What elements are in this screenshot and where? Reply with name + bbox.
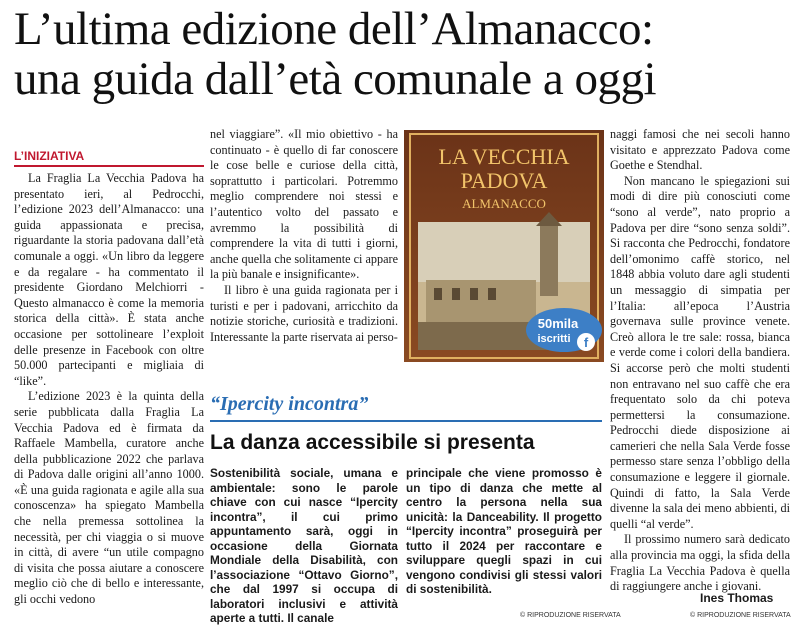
box-copyright: © RIPRODUZIONE RISERVATA (520, 612, 621, 619)
headline (14, 4, 790, 104)
cover-illustration (404, 130, 604, 362)
section-kicker: L’INIZIATIVA (14, 149, 204, 167)
badge-label: iscritti (537, 333, 571, 345)
cover-title-1: LA VECCHIA (438, 144, 570, 169)
paragraph: naggi famosi che nei secoli hanno visitato e apprezzato Padova come Goethe e Stendhal. (610, 127, 790, 173)
author-signature: Ines Thomas (700, 591, 774, 605)
article-column-3 (610, 127, 790, 595)
box-column-1: Sostenibilità sociale, umana e ambientale: sono le parole chiave con cui nasce “Ipercity incontra”, il cui primo appuntamento sarà, oggi in occasione della Giornata Mondiale della Disabilità, con l’associazione “Ottavo Giorno”, che dal 1997 si occupa di laboratori inclusivi e attività aperte a tutti. Il canale (210, 466, 398, 625)
paragraph: Non mancano le spiegazioni sui modi di dire più conosciuti come “sono al verde”, nato proprio a Padova per dire “sono senza soldi”. Si racconta che Pedrocchi, fondatore dell’omonimo caffè storico, nel 1848 abbia voluto dare agli studenti un messaggio di simpatia per l’Italia: all’epoca l’Austria governava sulle province venete. Creò allora le tre sale: rossa, bianca e verde come i colori della bandiera. Si accorse però che molti studenti non entravano nel suo caffè che era frequentato solo da chi poteva permettersi la consumazione. Pedrocchi diede disposizione ai camerieri che nella Sala Verde fosse permesso stare senza l’obbligo della consumazione e leggere il giornale. Quindi di fatto, la Sala Verde divenne la sala dei meno abbienti, di quelli “al verde”. (610, 173, 790, 531)
headline-line-2: una guida dall’età comunale a oggi (14, 53, 657, 105)
box-title: La danza accessibile si presenta (210, 431, 535, 454)
box-column-2: principale che viene promosso è un tipo di danza che mette al centro la persona nella sua unicità: la Danceability. Il progetto “Ipercity incontra” proseguirà per tutto il 2024 per raccontare e sviluppare quegli spazi in cui vengono condivisi gli stessi valori di sostenibilità. (406, 466, 602, 596)
facebook-icon-glyph: f (583, 335, 589, 350)
article-column-1 (14, 171, 204, 608)
headline-line-1: L’ultima edizione dell’Almanacco: (14, 3, 654, 55)
box-kicker: “Ipercity incontra” (210, 393, 369, 415)
paragraph: nel viaggiare”. «Il mio obiettivo - ha continuato - è quello di far conoscere le cose belle e curiose della città, soprattutto i particolari. Potremmo meglio comprendere noi stessi e l’autentico volto del passato e avremmo la possibilità di comprendere la vita di tutti i giorni, anche quella che solitamente ci appare la più banale e insignificante». (210, 127, 398, 282)
cover-title-3: ALMANACCO (462, 196, 546, 211)
almanac-cover-photo (404, 130, 604, 362)
article-column-2 (210, 127, 398, 345)
paragraph: L’edizione 2023 è la quinta della serie pubblicata dalla Fraglia La Vecchia Padova ed è firmata da Raffaele Mambella, curatore anche della pubblicazione 2022 che parlava di Padova dalle origini all’anno 1000. «È una guida ragionata e agile alla sua conoscenza» ha spiegato Mambella che nella premessa sottolinea la necessità, per chi viaggia o si muove in città, di avere “un utile compagno di visita che possa aiutare a conoscere meglio ciò che di bello e interessante, gli occhi vedono (14, 389, 204, 607)
paragraph: La Fraglia La Vecchia Padova ha presentato ieri, al Pedrocchi, l’edizione 2023 dell’Almanacco: una guida appassionata e precisa, riguardante la storia padovana dall’età comunale a oggi. «Un libro da leggere e da regalare - ha commentato il presidente Giordano Melchiorri - Questo almanacco è come la memoria storica della città». È stata anche occasione per sottolineare l’exploit delle presenze in Facebook con oltre 50.000 partecipanti e migliaia di “like”. (14, 171, 204, 388)
paragraph: Il prossimo numero sarà dedicato alla provincia ma oggi, la sfida della Fraglia La Vecchia Padova è quella di raggiungere anche i giovani. (610, 532, 790, 594)
cover-title-2: PADOVA (460, 168, 548, 193)
box-divider (210, 420, 602, 422)
paragraph: Il libro è una guida ragionata per i turisti e per i padovani, arricchito da notizie storiche, curiosità e tradizioni. Interessante la parte riservata ai perso- (210, 282, 398, 344)
badge-count: 50mila (537, 316, 579, 331)
article-copyright: © RIPRODUZIONE RISERVATA (690, 612, 791, 619)
